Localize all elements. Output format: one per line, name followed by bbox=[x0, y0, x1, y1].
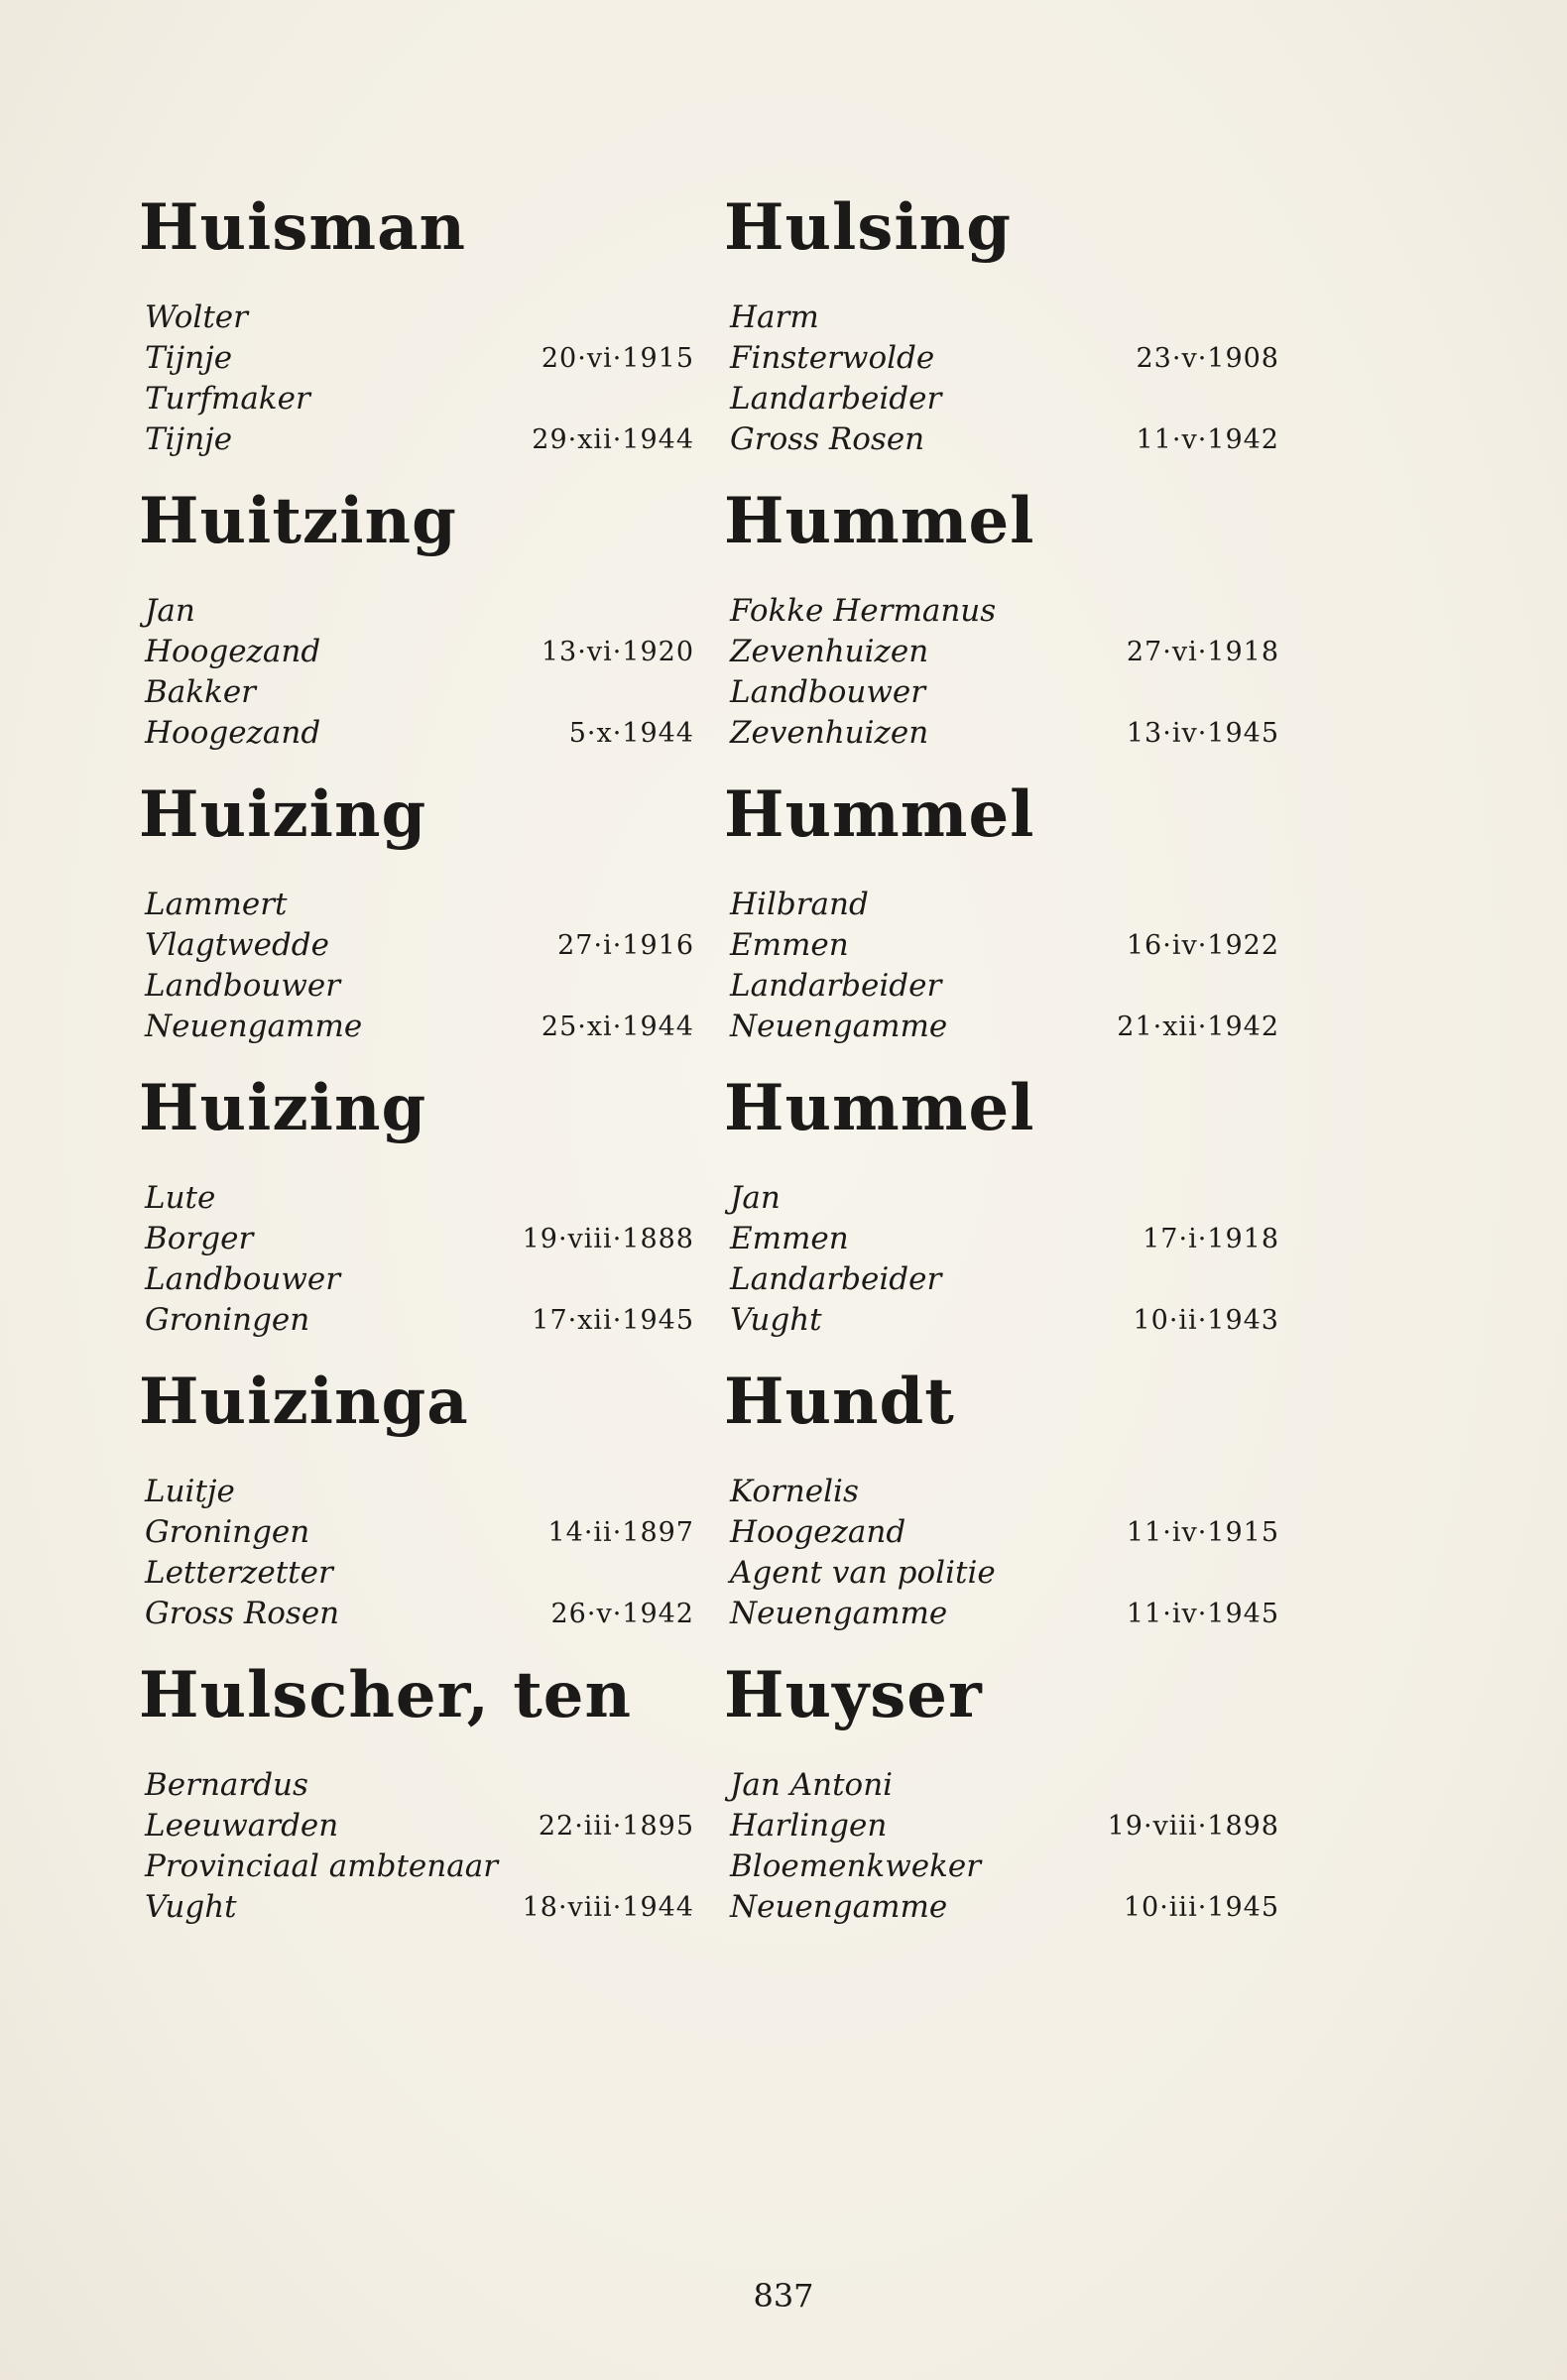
occupation: Landarbeider bbox=[730, 381, 942, 416]
first-name-row bbox=[139, 1472, 694, 1512]
occupation-row bbox=[139, 672, 694, 713]
death-date: 25·xi·1944 bbox=[541, 1012, 694, 1042]
birth-place-row bbox=[139, 1219, 694, 1259]
birth-date: 19·viii·1898 bbox=[1107, 1811, 1279, 1842]
occupation-row bbox=[724, 672, 1279, 713]
first-name-row bbox=[139, 298, 694, 338]
person-entry bbox=[724, 188, 1279, 482]
surname-heading: Hundt bbox=[724, 1365, 955, 1439]
death-date: 5·x·1944 bbox=[568, 718, 694, 749]
first-name-row bbox=[139, 1765, 694, 1806]
birth-date: 27·i·1916 bbox=[557, 930, 694, 961]
occupation: Letterzetter bbox=[145, 1555, 333, 1591]
first-name: Wolter bbox=[145, 299, 248, 335]
person-entry bbox=[724, 1656, 1279, 1950]
birth-place: Tijnje bbox=[145, 340, 233, 376]
death-place-row bbox=[724, 1007, 1279, 1047]
birth-place-row bbox=[139, 338, 694, 379]
birth-place-row bbox=[724, 338, 1279, 379]
birth-place: Harlingen bbox=[730, 1808, 888, 1844]
first-name-row bbox=[139, 885, 694, 925]
occupation: Turfmaker bbox=[145, 381, 310, 416]
first-name: Lute bbox=[145, 1180, 216, 1216]
person-entry bbox=[139, 482, 694, 775]
surname-heading: Huizing bbox=[139, 1071, 427, 1145]
death-date: 10·ii·1943 bbox=[1133, 1305, 1279, 1336]
death-place: Groningen bbox=[145, 1302, 310, 1338]
birth-date: 27·vi·1918 bbox=[1126, 637, 1279, 667]
first-name: Kornelis bbox=[730, 1474, 859, 1509]
person-entry bbox=[139, 1069, 694, 1363]
birth-place-row bbox=[724, 1219, 1279, 1259]
first-name-row bbox=[724, 1178, 1279, 1219]
occupation: Landbouwer bbox=[730, 674, 926, 710]
birth-date: 13·vi·1920 bbox=[541, 637, 694, 667]
page-number: 837 bbox=[753, 2277, 814, 2315]
birth-place: Groningen bbox=[145, 1514, 310, 1550]
surname-heading: Hummel bbox=[724, 484, 1035, 558]
death-place-row bbox=[724, 1594, 1279, 1634]
birth-place: Zevenhuizen bbox=[730, 634, 929, 669]
birth-place: Leeuwarden bbox=[145, 1808, 339, 1844]
birth-date: 17·i·1918 bbox=[1143, 1224, 1279, 1254]
death-place-row bbox=[724, 419, 1279, 460]
first-name-row bbox=[724, 1472, 1279, 1512]
surname-heading: Hulsing bbox=[724, 190, 1012, 265]
occupation: Agent van politie bbox=[730, 1555, 996, 1591]
birth-date: 14·ii·1897 bbox=[547, 1517, 694, 1548]
death-date: 18·viii·1944 bbox=[522, 1892, 694, 1923]
surname-heading: Huizinga bbox=[139, 1365, 469, 1439]
death-place-row bbox=[139, 713, 694, 754]
death-place: Vught bbox=[730, 1302, 822, 1338]
person-entry bbox=[724, 775, 1279, 1069]
birth-place-row bbox=[724, 1512, 1279, 1553]
occupation: Bloemenkweker bbox=[730, 1848, 982, 1884]
occupation-row bbox=[139, 379, 694, 419]
first-name-row bbox=[724, 1765, 1279, 1806]
surname-heading: Huitzing bbox=[139, 484, 457, 558]
occupation: Bakker bbox=[145, 674, 256, 710]
occupation-row bbox=[724, 966, 1279, 1007]
death-place-row bbox=[139, 1594, 694, 1634]
death-place: Neuengamme bbox=[730, 1889, 948, 1925]
birth-place: Hoogezand bbox=[730, 1514, 906, 1550]
person-entry bbox=[139, 188, 694, 482]
birth-place: Finsterwolde bbox=[730, 340, 935, 376]
occupation: Landbouwer bbox=[145, 1261, 341, 1297]
birth-date: 19·viii·1888 bbox=[522, 1224, 694, 1254]
birth-place-row bbox=[724, 632, 1279, 672]
surname-heading: Hummel bbox=[724, 777, 1035, 852]
death-date: 11·iv·1945 bbox=[1126, 1599, 1279, 1629]
death-date: 26·v·1942 bbox=[550, 1599, 694, 1629]
occupation: Landarbeider bbox=[730, 968, 942, 1004]
occupation-row bbox=[724, 1259, 1279, 1300]
person-entry bbox=[724, 1069, 1279, 1363]
surname-heading: Huyser bbox=[724, 1658, 983, 1732]
death-place: Gross Rosen bbox=[730, 421, 925, 457]
birth-place: Vlagtwedde bbox=[145, 927, 329, 963]
first-name: Jan bbox=[145, 593, 195, 629]
occupation: Provinciaal ambtenaar bbox=[145, 1848, 499, 1884]
birth-place-row bbox=[724, 925, 1279, 966]
birth-place-row bbox=[139, 1806, 694, 1846]
person-entry bbox=[724, 1363, 1279, 1656]
death-place: Neuengamme bbox=[730, 1596, 948, 1631]
birth-date: 11·iv·1915 bbox=[1126, 1517, 1279, 1548]
death-place: Neuengamme bbox=[730, 1009, 948, 1044]
first-name: Bernardus bbox=[145, 1767, 308, 1803]
first-name: Jan Antoni bbox=[730, 1767, 894, 1803]
occupation: Landarbeider bbox=[730, 1261, 942, 1297]
birth-date: 20·vi·1915 bbox=[541, 343, 694, 374]
occupation-row bbox=[724, 379, 1279, 419]
occupation-row bbox=[139, 1259, 694, 1300]
death-date: 11·v·1942 bbox=[1136, 424, 1279, 455]
first-name: Luitje bbox=[145, 1474, 235, 1509]
death-place: Zevenhuizen bbox=[730, 715, 929, 751]
person-entry bbox=[139, 1363, 694, 1656]
first-name-row bbox=[724, 298, 1279, 338]
death-place: Gross Rosen bbox=[145, 1596, 340, 1631]
first-name: Hilbrand bbox=[730, 887, 869, 922]
occupation-row bbox=[724, 1553, 1279, 1594]
first-name-row bbox=[724, 591, 1279, 632]
birth-date: 16·iv·1922 bbox=[1126, 930, 1279, 961]
death-place-row bbox=[139, 1007, 694, 1047]
birth-date: 23·v·1908 bbox=[1136, 343, 1279, 374]
first-name-row bbox=[139, 591, 694, 632]
person-entry bbox=[139, 1656, 694, 1950]
surname-heading: Hulscher, ten bbox=[139, 1658, 632, 1732]
occupation-row bbox=[724, 1846, 1279, 1887]
right-column bbox=[724, 188, 1279, 1950]
first-name: Harm bbox=[730, 299, 819, 335]
first-name: Fokke Hermanus bbox=[730, 593, 997, 629]
death-place: Tijnje bbox=[145, 421, 233, 457]
birth-place: Emmen bbox=[730, 1221, 849, 1256]
person-entry bbox=[139, 775, 694, 1069]
birth-place: Hoogezand bbox=[145, 634, 321, 669]
birth-place-row bbox=[139, 632, 694, 672]
occupation-row bbox=[139, 1553, 694, 1594]
death-place-row bbox=[724, 1887, 1279, 1928]
death-place-row bbox=[724, 1300, 1279, 1341]
surname-heading: Huizing bbox=[139, 777, 427, 852]
death-place: Neuengamme bbox=[145, 1009, 363, 1044]
surname-heading: Hummel bbox=[724, 1071, 1035, 1145]
death-date: 17·xii·1945 bbox=[532, 1305, 694, 1336]
occupation-row bbox=[139, 1846, 694, 1887]
birth-place: Borger bbox=[145, 1221, 254, 1256]
birth-place-row bbox=[724, 1806, 1279, 1846]
birth-place-row bbox=[139, 925, 694, 966]
death-date: 10·iii·1945 bbox=[1123, 1892, 1279, 1923]
first-name-row bbox=[724, 885, 1279, 925]
death-place: Hoogezand bbox=[145, 715, 321, 751]
first-name: Jan bbox=[730, 1180, 781, 1216]
left-column bbox=[139, 188, 694, 1950]
birth-place-row bbox=[139, 1512, 694, 1553]
death-place-row bbox=[724, 713, 1279, 754]
death-date: 21·xii·1942 bbox=[1117, 1012, 1279, 1042]
surname-heading: Huisman bbox=[139, 190, 467, 265]
death-place: Vught bbox=[145, 1889, 237, 1925]
birth-place: Emmen bbox=[730, 927, 849, 963]
occupation: Landbouwer bbox=[145, 968, 341, 1004]
birth-date: 22·iii·1895 bbox=[538, 1811, 694, 1842]
occupation-row bbox=[139, 966, 694, 1007]
first-name: Lammert bbox=[145, 887, 288, 922]
death-place-row bbox=[139, 1887, 694, 1928]
first-name-row bbox=[139, 1178, 694, 1219]
death-date: 13·iv·1945 bbox=[1126, 718, 1279, 749]
death-place-row bbox=[139, 419, 694, 460]
death-date: 29·xii·1944 bbox=[532, 424, 694, 455]
person-entry bbox=[724, 482, 1279, 775]
death-place-row bbox=[139, 1300, 694, 1341]
